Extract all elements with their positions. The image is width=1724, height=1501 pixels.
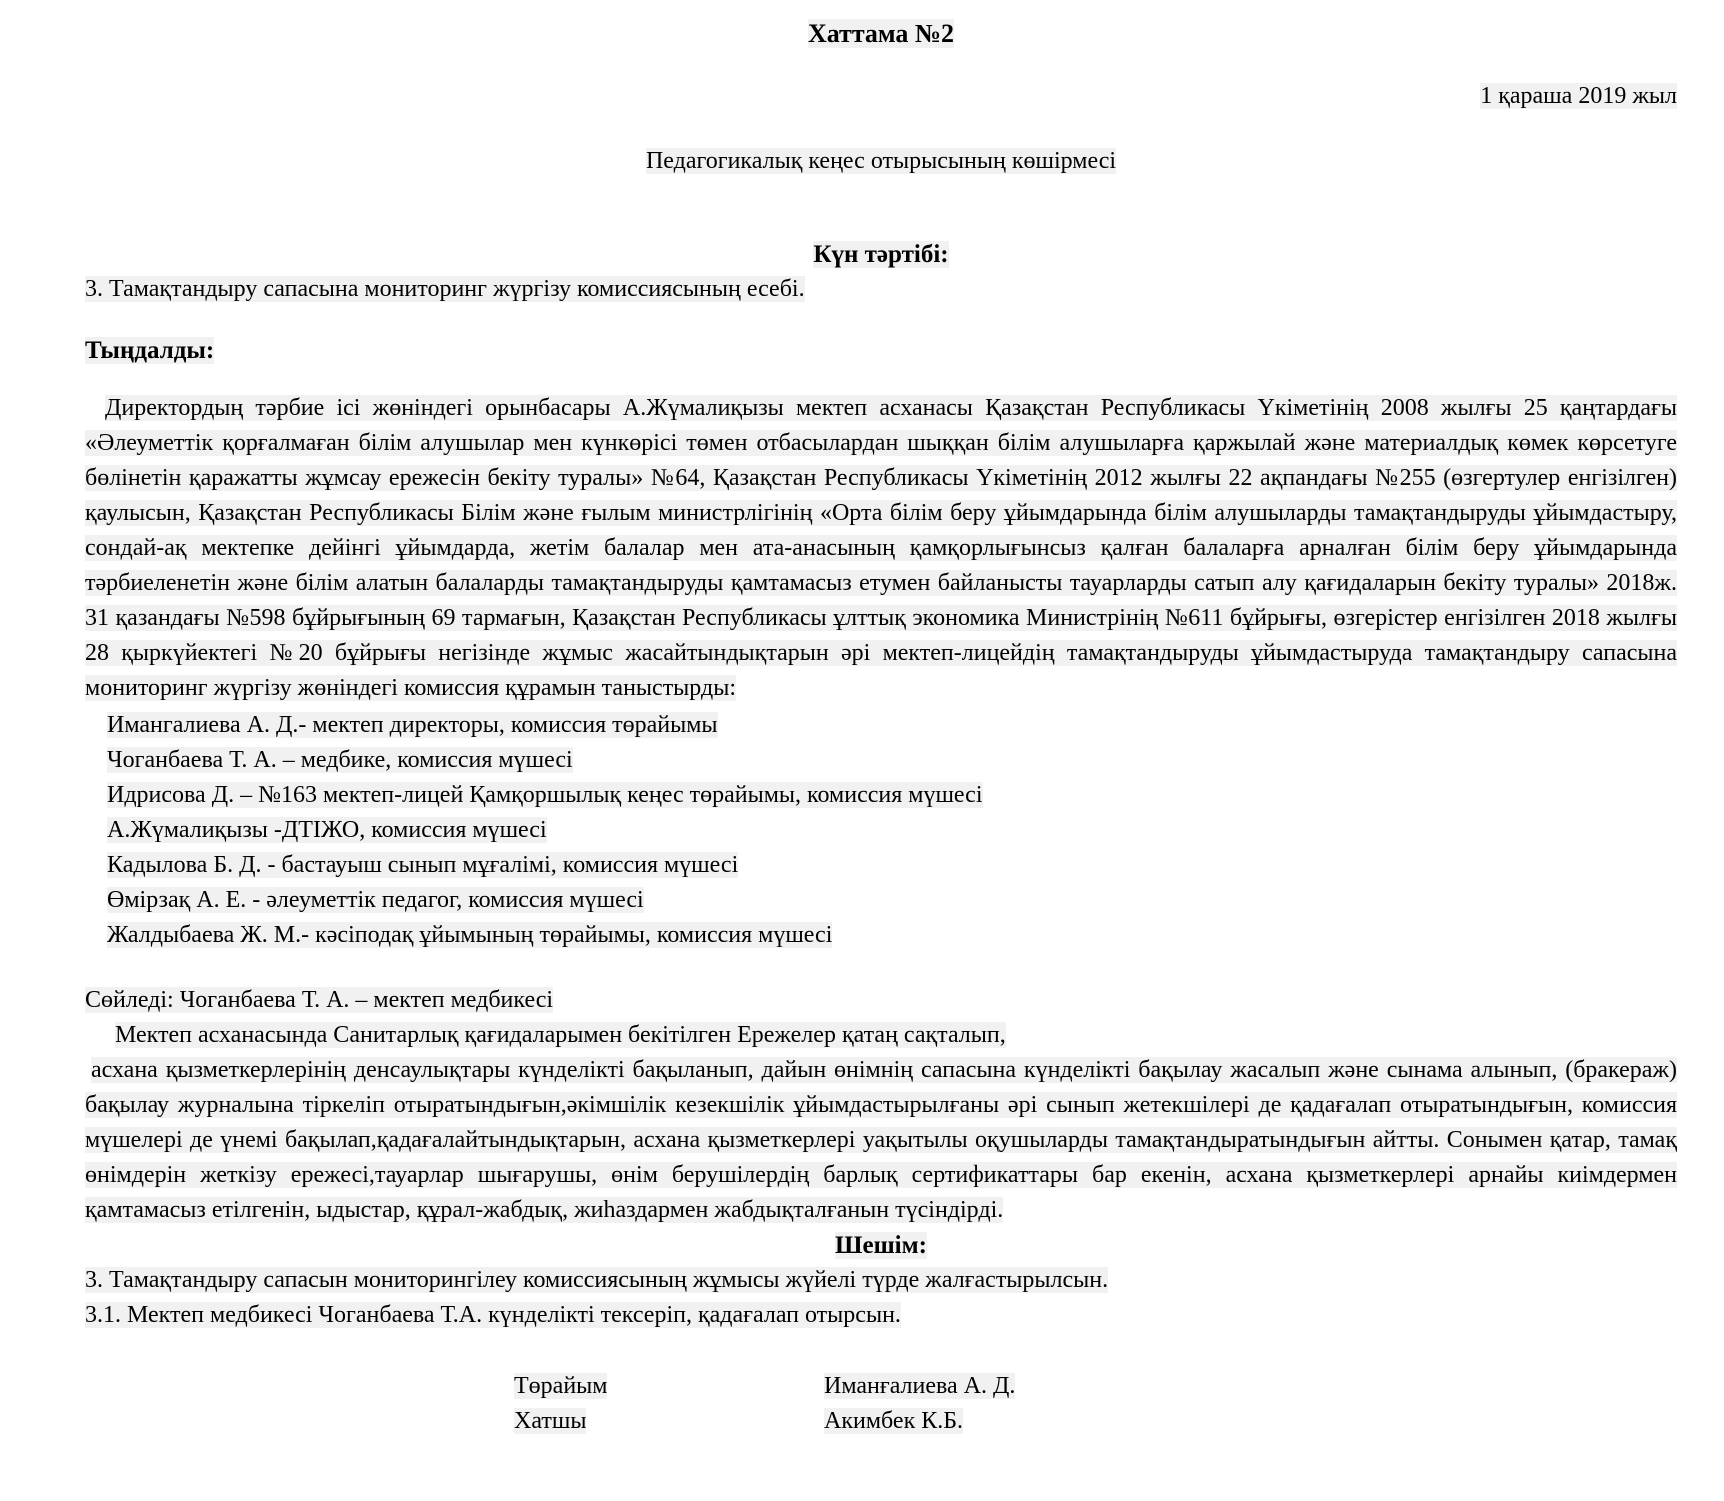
document-subtitle [85,144,1677,179]
signature-name-secretary-text: Акимбек К.Б. [824,1408,964,1434]
document-title [85,16,1677,51]
signature-row-chair [514,1369,1677,1404]
signature-name-chair-text: Иманғалиева А. Д. [824,1373,1016,1399]
commission-member-2-text: Чоганбаева Т. А. – медбике, комиссия мүшесі [107,747,573,773]
document-date [85,79,1677,114]
agenda-item-text: 3. Тамақтандыру сапасына мониторинг жүргізу комиссиясының есебі. [85,276,805,302]
heard-paragraph [85,391,1677,706]
decision-item-1 [85,1263,1677,1298]
document-date-text: 1 қараша 2019 жыл [1480,83,1677,109]
document-subtitle-text: Педагогикалық кеңес отырысының көшірмесі [645,148,1117,174]
spoke-paragraph [85,1053,1677,1228]
decision-heading [85,1228,1677,1263]
signature-name-chair [824,1369,1015,1404]
commission-member-4-text: А.Жүмалиқызы -ДТІЖО, комиссия мүшесі [107,817,547,843]
signature-role-secretary-text: Хатшы [514,1408,587,1434]
commission-member-5 [85,848,1677,883]
decision-item-2 [85,1298,1677,1333]
commission-list [85,708,1677,953]
agenda-item [85,272,1677,307]
signature-role-chair-text: Төрайым [514,1373,608,1399]
document-title-text: Хаттама №2 [807,19,955,48]
spoke-lead [85,983,1677,1018]
commission-member-4 [85,813,1677,848]
signature-name-secretary [824,1404,963,1439]
commission-member-6 [85,883,1677,918]
decision-item-1-text: 3. Тамақтандыру сапасын мониторингілеу комиссиясының жұмысы жүйелі түрде жалғастырылсын. [85,1267,1109,1293]
signature-row-secretary [514,1404,1677,1439]
commission-member-3-text: Идрисова Д. – №163 мектеп-лицей Қамқоршылық кеңес төрайымы, комиссия мүшесі [107,782,983,808]
decision-heading-text: Шешім: [835,1232,927,1259]
spoke-intro [85,1018,1677,1053]
heard-paragraph-text: Директордың тәрбие ісі жөніндегі орынбасары А.Жүмалиқызы мектеп асханасы Қазақстан Республикасы Үкіметінің 2008 жылғы 25 қаңтардағы «Әлеуметтік қорғалмаған білім алушылар мен күнкөрісі төмен отбасылардан шыққан білім алушыларға қаржылай және материалдық көмек көрсетуге бөлінетін қаражатты жұмсау ережесін бекіту туралы» №64, Қазақстан Республикасы Үкіметінің 2012 жылғы 22 ақпандағы №255 (өзгертулер енгізілген) қаулысын, Қазақстан Республикасы Білім және ғылым министрлігінің «Орта білім беру ұйымдарында білім алушыларды тамақтандыруды ұйымдастыру, сондай-ақ мектепке дейінгі ұйымдарда, жетім балалар мен ата-анасының қамқорлығынсыз қалған балаларға арналған білім беру ұйымдарында тәрбиеленетін және білім алатын балаларды тамақтандыруды қамтамасыз етумен байланысты тауарларды сатып алу қағидаларын бекіту туралы» 2018ж. 31 қазандағы №598 бұйрығының 69 тармағын, Қазақстан Республикасы ұлттық экономика Министрінің №611 бұйрығы, өзгерістер енгізілген 2018 жылғы 28 қыркүйектегі №20 бұйрығы негізінде жұмыс жасайтындықтарын әрі мектеп-лицейдің тамақтандыруды ұйымдастыруда тамақтандыру сапасына мониторинг жүргізу жөніндегі комиссия құрамын таныстырды: [85,395,1677,701]
commission-member-3 [85,778,1677,813]
commission-member-6-text: Өмірзақ А. Е. - әлеуметтік педагог, комиссия мүшесі [107,887,644,913]
commission-member-7-text: Жалдыбаева Ж. М.- кәсіподақ ұйымының төрайымы, комиссия мүшесі [107,922,833,948]
heard-heading-text: Тыңдалды: [85,337,215,364]
commission-member-2 [85,743,1677,778]
spoke-intro-text: Мектеп асханасында Санитарлық қағидаларымен бекітілген Ережелер қатаң сақталып, [115,1022,1006,1048]
commission-member-5-text: Кадылова Б. Д. - бастауыш сынып мұғалімі, комиссия мүшесі [107,852,739,878]
signature-role-chair [514,1369,824,1404]
heard-heading [85,333,1677,368]
commission-member-1 [85,708,1677,743]
commission-member-7 [85,918,1677,953]
signature-block [514,1369,1677,1439]
signature-role-secretary [514,1404,824,1439]
spoke-paragraph-text: асхана қызметкерлерінің денсаулықтары күнделікті бақыланып, дайын өнімнің сапасына күнделікті бақылау жасалып және сынама алынып, (бракераж) бақылау журналына тіркеліп отыратындығын,әкімшілік кезекшілік ұйымдастырылғаны әрі сынып жетекшілері де қадағалап отыратындығын, комиссия мүшелері де үнемі бақылап,қадағалайтындықтарын, асхана қызметкерлері уақытылы оқушыларды тамақтандыратындығын айтты. Сонымен қатар, тамақ өнімдерін жеткізу ережесі,тауарлар шығарушы, өнім берушілердің барлық сертификаттары бар екенін, асхана қызметкерлері арнайы киімдермен қамтамасыз етілгенін, ыдыстар, құрал-жабдық, жиһаздармен жабдықталғанын түсіндірді. [85,1057,1677,1223]
spoke-lead-text: Сөйледі: Чоганбаева Т. А. – мектеп медбикесі [85,987,554,1013]
agenda-heading-text: Күн тәртібі: [813,241,949,268]
agenda-heading [85,237,1677,272]
commission-member-1-text: Имангалиева А. Д.- мектеп директоры, комиссия төрайымы [107,712,718,738]
decision-item-2-text: 3.1. Мектеп медбикесі Чоганбаева Т.А. күнделікті тексеріп, қадағалап отырсын. [85,1302,901,1328]
